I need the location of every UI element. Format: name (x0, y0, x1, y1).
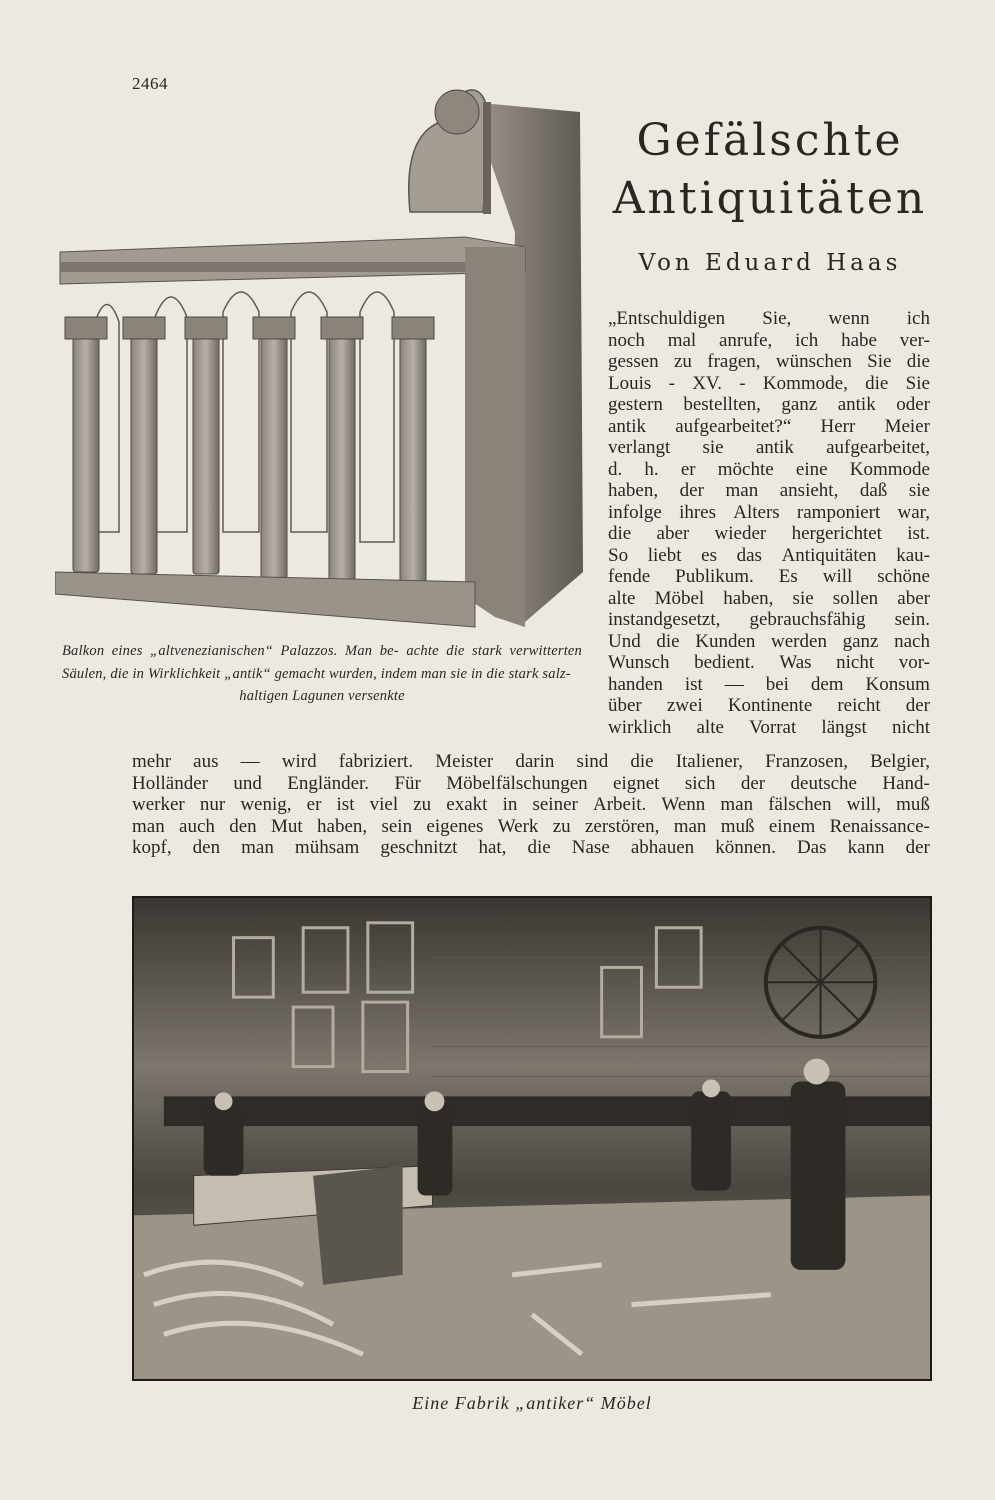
text-line: So liebt es das Antiquitäten kau- (608, 544, 930, 566)
text-line: „Entschuldigen Sie, wenn ich (608, 308, 930, 329)
text-line: gessen zu fragen, wünschen Sie die (608, 351, 930, 372)
text-line: handen ist — bei dem Konsum (608, 673, 930, 695)
author-line: Von Eduard Haas (638, 250, 902, 276)
text-line: die aber wieder hergerichtet ist. (608, 523, 930, 544)
text-line: über zwei Kontinente reicht der (608, 695, 930, 716)
factory-photo (132, 896, 932, 1381)
text-line: noch mal anrufe, ich habe ver- (608, 329, 930, 351)
balcony-caption-line: haltigen Lagunen versenkte (239, 688, 405, 704)
text-line: Holländer und Engländer. Für Möbelfälschungen eignet sich der deutsche Hand- (132, 772, 930, 794)
factory-caption: Eine Fabrik „antiker“ Möbel (412, 1393, 652, 1413)
text-line: haben, der man ansieht, daß sie (608, 480, 930, 501)
text-line: kopf, den man mühsam geschnitzt hat, die Nase abhauen können. Das kann der (132, 837, 930, 858)
title-line-2: Antiquitäten (612, 173, 928, 224)
full-width-text (132, 751, 930, 859)
text-line: verlangt sie antik aufgearbeitet, (608, 437, 930, 458)
text-line: man auch den Mut haben, sein eigenes Werk zu zerstören, man muß einem Renaissance- (132, 815, 930, 837)
text-line: infolge ihres Alters ramponiert war, (608, 501, 930, 523)
balcony-caption-line: „antik“ gemacht wurden, indem man sie in die stark salz- (224, 665, 571, 682)
text-line: instandgesetzt, gebrauchsfähig sein. (608, 609, 930, 630)
text-line: alte Möbel haben, sie sollen aber (608, 587, 930, 609)
balcony-caption-line: achte die stark verwitterten Säulen, die in Wirklichkeit (62, 643, 583, 682)
text-line: fende Publikum. Es will schöne (608, 566, 930, 587)
article-title (600, 112, 940, 228)
column-text (608, 308, 930, 738)
text-line: mehr aus — wird fabriziert. Meister darin sind die Italiener, Franzosen, Belgier, (132, 751, 930, 772)
title-line-1: Gefälschte (636, 115, 904, 166)
text-line: werker nur wenig, er ist viel zu exakt in seiner Arbeit. Wenn man fälschen will, muß (132, 794, 930, 815)
text-line: Und die Kunden werden ganz nach (608, 630, 930, 652)
text-line: gestern bestellten, ganz antik oder (608, 394, 930, 415)
page-number: 2464 (132, 74, 168, 93)
text-line: antik aufgearbeitet?“ Herr Meier (608, 415, 930, 437)
text-line: d. h. er möchte eine Kommode (608, 458, 930, 480)
balcony-photo (55, 72, 585, 632)
text-line: Wunsch bedient. Was nicht vor- (608, 652, 930, 673)
text-line: wirklich alte Vorrat längst nicht (608, 716, 930, 738)
balcony-caption (62, 640, 582, 708)
balcony-caption-line: Balkon eines „altvenezianischen“ Palazzos. Man be- (62, 643, 399, 659)
text-line: Louis - XV. - Kommode, die Sie (608, 372, 930, 394)
